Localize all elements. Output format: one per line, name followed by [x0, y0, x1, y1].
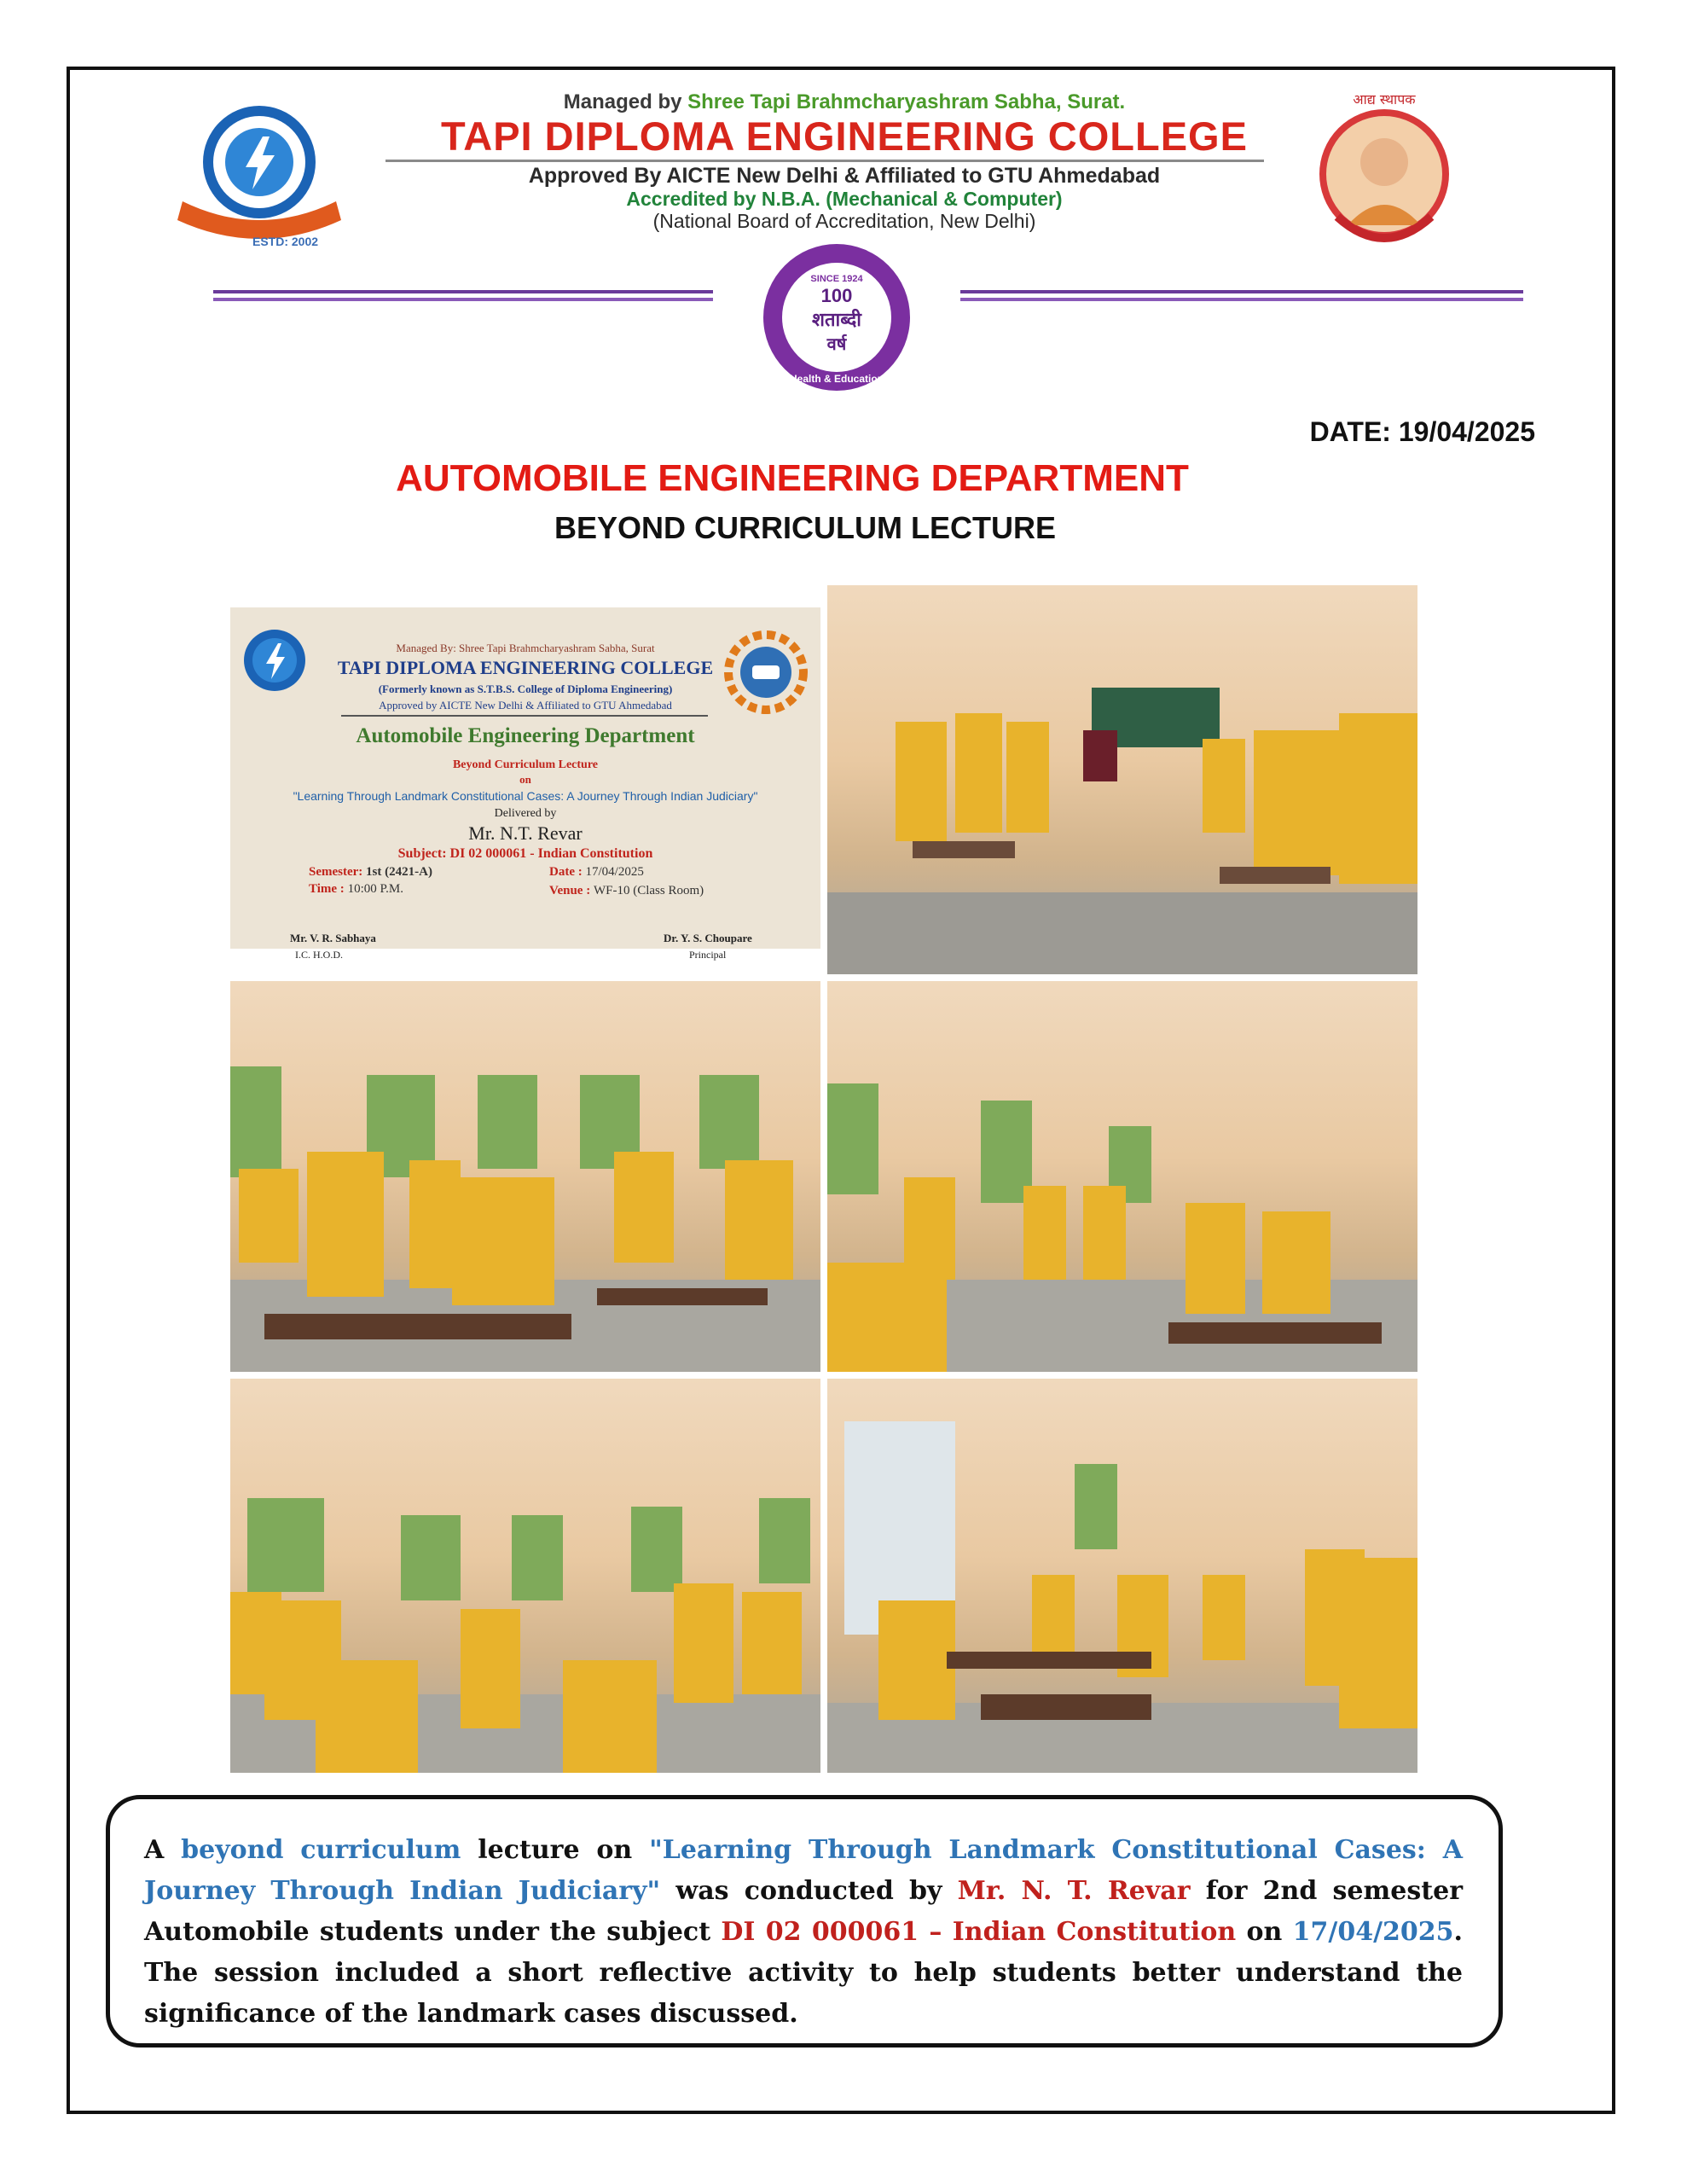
invite-hod-role: I.C. H.O.D. — [295, 949, 343, 961]
invite-delivered-by: Delivered by — [494, 807, 557, 820]
centenary-seal — [722, 241, 952, 394]
classroom-photo-3 — [827, 981, 1417, 1372]
document-date: DATE: 19/04/2025 — [1309, 416, 1535, 447]
invite-venue: Venue : WF-10 (Class Room) — [549, 884, 704, 897]
accreditation-line: Accredited by N.B.A. (Mechanical & Computer) — [626, 188, 1063, 210]
invite-topic: "Learning Through Landmark Constitutional Cases: A Journey Through Indian Judiciary" — [293, 789, 758, 803]
header-rule-right — [960, 290, 1523, 305]
header-rule-left — [213, 290, 713, 305]
college-name: TAPI DIPLOMA ENGINEERING COLLEGE — [441, 113, 1248, 159]
classroom-photo-2 — [230, 981, 820, 1372]
classroom-photo-1 — [827, 585, 1417, 974]
invite-college: TAPI DIPLOMA ENGINEERING COLLEGE — [337, 657, 714, 678]
classroom-photo-5 — [827, 1379, 1417, 1773]
founder-logo — [1303, 89, 1465, 251]
invite-date: Date : 17/04/2025 — [549, 865, 644, 879]
svg-text:100: 100 — [820, 285, 853, 306]
invite-formerly: (Formerly known as S.T.B.S. College of Diploma Engineering) — [378, 682, 673, 695]
college-underline — [386, 160, 1264, 162]
svg-text:शताब्दी: शताब्दी — [812, 310, 861, 331]
summary-box — [106, 1795, 1503, 2048]
nba-line: (National Board of Accreditation, New Delhi) — [652, 210, 1036, 232]
svg-text:Health & Education: Health & Education — [789, 373, 884, 385]
invite-lecture: Beyond Curriculum Lecture — [452, 758, 599, 771]
approval-line: Approved By AICTE New Delhi & Affiliated to GTU Ahmedabad — [528, 164, 1161, 188]
invitation-card — [230, 607, 820, 961]
svg-text:SINCE 1924: SINCE 1924 — [810, 274, 863, 284]
invite-semester: Semester: 1st (2421-A) — [309, 865, 432, 879]
invite-managed: Managed By: Shree Tapi Brahmcharyashram Sabha, Surat — [396, 642, 655, 654]
invite-principal-role: Principal — [689, 949, 727, 961]
invite-department: Automobile Engineering Department — [356, 724, 695, 747]
invite-speaker: Mr. N.T. Revar — [468, 822, 583, 844]
college-logo — [167, 101, 355, 254]
invite-on: on — [519, 773, 531, 786]
invite-principal-name: Dr. Y. S. Choupare — [664, 932, 752, 944]
svg-text:ESTD: 2002: ESTD: 2002 — [252, 235, 319, 248]
summary-text: A beyond curriculum lecture on "Learning Through Landmark Constitutional Cases: A Journey Through Indian Judiciary" was conducted by Mr. N. T. Revar for 2nd semester Automobile students under the subject DI 02 000061 – Indian Constitution on 17/04/2025. The session included a short reflective activity to help students better understand the significance of the landmark cases discussed. — [144, 1835, 1463, 2029]
invite-approved: Approved by AICTE New Delhi & Affiliated to GTU Ahmedabad — [379, 699, 672, 712]
invite-time: Time : 10:00 P.M. — [309, 882, 403, 896]
invite-hod-name: Mr. V. R. Sabhaya — [290, 932, 376, 944]
department-title: AUTOMOBILE ENGINEERING DEPARTMENT — [396, 457, 1189, 499]
classroom-photo-4 — [230, 1379, 820, 1773]
svg-text:आद्य स्थापक: आद्य स्थापक — [1353, 91, 1416, 107]
invite-subject: Subject: DI 02 000061 - Indian Constitution — [397, 846, 653, 861]
lecture-title: BEYOND CURRICULUM LECTURE — [554, 510, 1056, 545]
svg-text:वर्ष: वर्ष — [826, 334, 847, 354]
invite-rule — [341, 715, 708, 717]
managed-by-line: Managed by Shree Tapi Brahmcharyashram Sabha, Surat. — [563, 90, 1126, 113]
